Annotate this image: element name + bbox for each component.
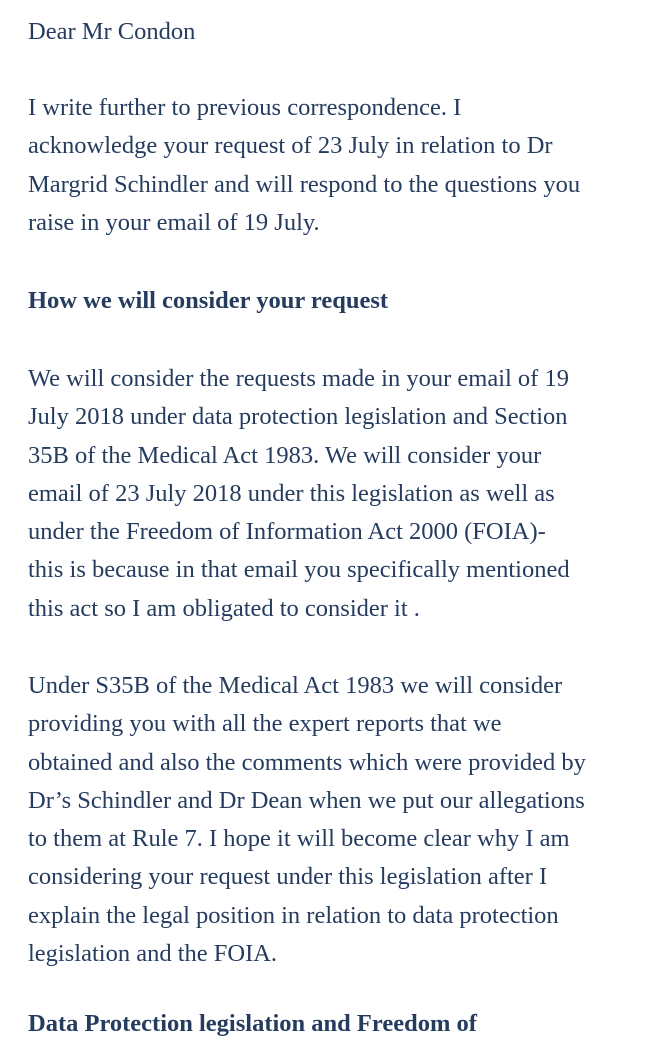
text-line: explain the legal position in relation to data protection <box>28 901 559 929</box>
text-line: considering your request under this legislation after I <box>28 863 548 891</box>
salutation-text: Dear Mr Condon <box>28 18 196 45</box>
heading-text: Data Protection legislation and Freedom of <box>28 1010 477 1037</box>
text-line: I write further to previous correspondence. I <box>28 94 462 121</box>
text-line: providing you with all the expert reports that we <box>28 710 502 738</box>
intro-paragraph <box>28 89 580 242</box>
text-line: Margrid Schindler and will respond to the questions you <box>28 170 581 198</box>
consider-paragraph <box>28 360 570 628</box>
text-line: raise in your email of 19 July. <box>28 208 320 236</box>
section-heading-consider <box>28 282 388 320</box>
text-line: Under S35B of the Medical Act 1983 we will consider <box>28 672 563 699</box>
s35b-paragraph <box>28 667 586 973</box>
text-line: this act so I am obligated to consider it . <box>28 594 420 622</box>
text-line: under the Freedom of Information Act 2000 (FOIA)- <box>28 518 546 546</box>
salutation <box>28 13 195 51</box>
text-line: email of 23 July 2018 under this legislation as well as <box>28 479 555 507</box>
text-line: July 2018 under data protection legislation and Section <box>28 403 568 431</box>
text-line: Dr’s Schindler and Dr Dean when we put our allegations <box>28 786 585 814</box>
text-line: acknowledge your request of 23 July in relation to Dr <box>28 132 553 160</box>
section-heading-data-protection <box>28 1005 477 1043</box>
text-line: legislation and the FOIA. <box>28 940 278 968</box>
text-line: obtained and also the comments which were provided by <box>28 748 586 776</box>
text-line: 35B of the Medical Act 1983. We will consider your <box>28 441 542 469</box>
text-line: We will consider the requests made in your email of 19 <box>28 365 569 392</box>
text-line: this is because in that email you specifically mentioned <box>28 556 570 584</box>
heading-text: How we will consider your request <box>28 287 389 314</box>
text-line: to them at Rule 7. I hope it will become clear why I am <box>28 825 570 853</box>
